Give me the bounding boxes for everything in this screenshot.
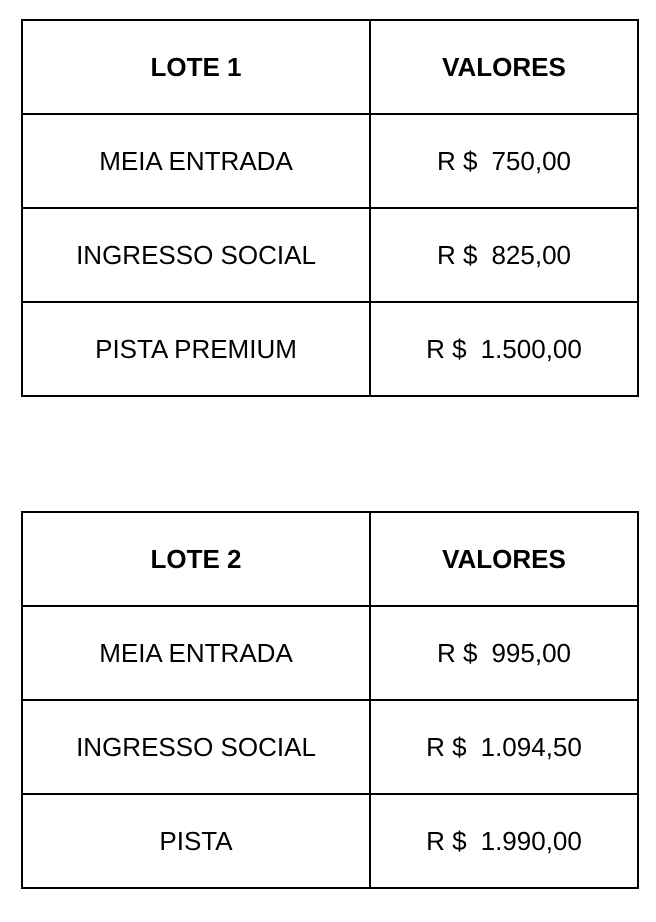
price-value: 995,00 [491, 637, 571, 668]
currency-symbol: R $ [426, 825, 467, 856]
price-value: 1.990,00 [480, 825, 582, 856]
table-row [22, 114, 638, 208]
table-row [22, 302, 638, 396]
currency-symbol: R $ [426, 333, 467, 364]
price-value: 825,00 [491, 239, 571, 270]
table-header-row [22, 20, 638, 114]
ticket-type-cell: PISTA [22, 794, 370, 888]
price-cell [370, 700, 638, 794]
price-cell [370, 302, 638, 396]
table-row [22, 208, 638, 302]
price-cell [370, 794, 638, 888]
price-cell [370, 606, 638, 700]
price-value: 1.094,50 [480, 731, 582, 762]
price-value: 1.500,00 [480, 333, 582, 364]
lote-1-price-table [21, 19, 639, 397]
currency-symbol: R $ [437, 637, 478, 668]
table-row [22, 700, 638, 794]
ticket-type-cell: INGRESSO SOCIAL [22, 700, 370, 794]
lote-2-price-table [21, 511, 639, 889]
currency-symbol: R $ [426, 731, 467, 762]
price-cell [370, 114, 638, 208]
currency-symbol: R $ [437, 145, 478, 176]
currency-symbol: R $ [437, 239, 478, 270]
ticket-type-cell: INGRESSO SOCIAL [22, 208, 370, 302]
values-header: VALORES [370, 20, 638, 114]
lot-header: LOTE 2 [22, 512, 370, 606]
lot-header: LOTE 1 [22, 20, 370, 114]
ticket-type-cell: PISTA PREMIUM [22, 302, 370, 396]
table-row [22, 794, 638, 888]
table-header-row [22, 512, 638, 606]
ticket-type-cell: MEIA ENTRADA [22, 606, 370, 700]
ticket-type-cell: MEIA ENTRADA [22, 114, 370, 208]
price-value: 750,00 [491, 145, 571, 176]
values-header: VALORES [370, 512, 638, 606]
price-cell [370, 208, 638, 302]
table-row [22, 606, 638, 700]
